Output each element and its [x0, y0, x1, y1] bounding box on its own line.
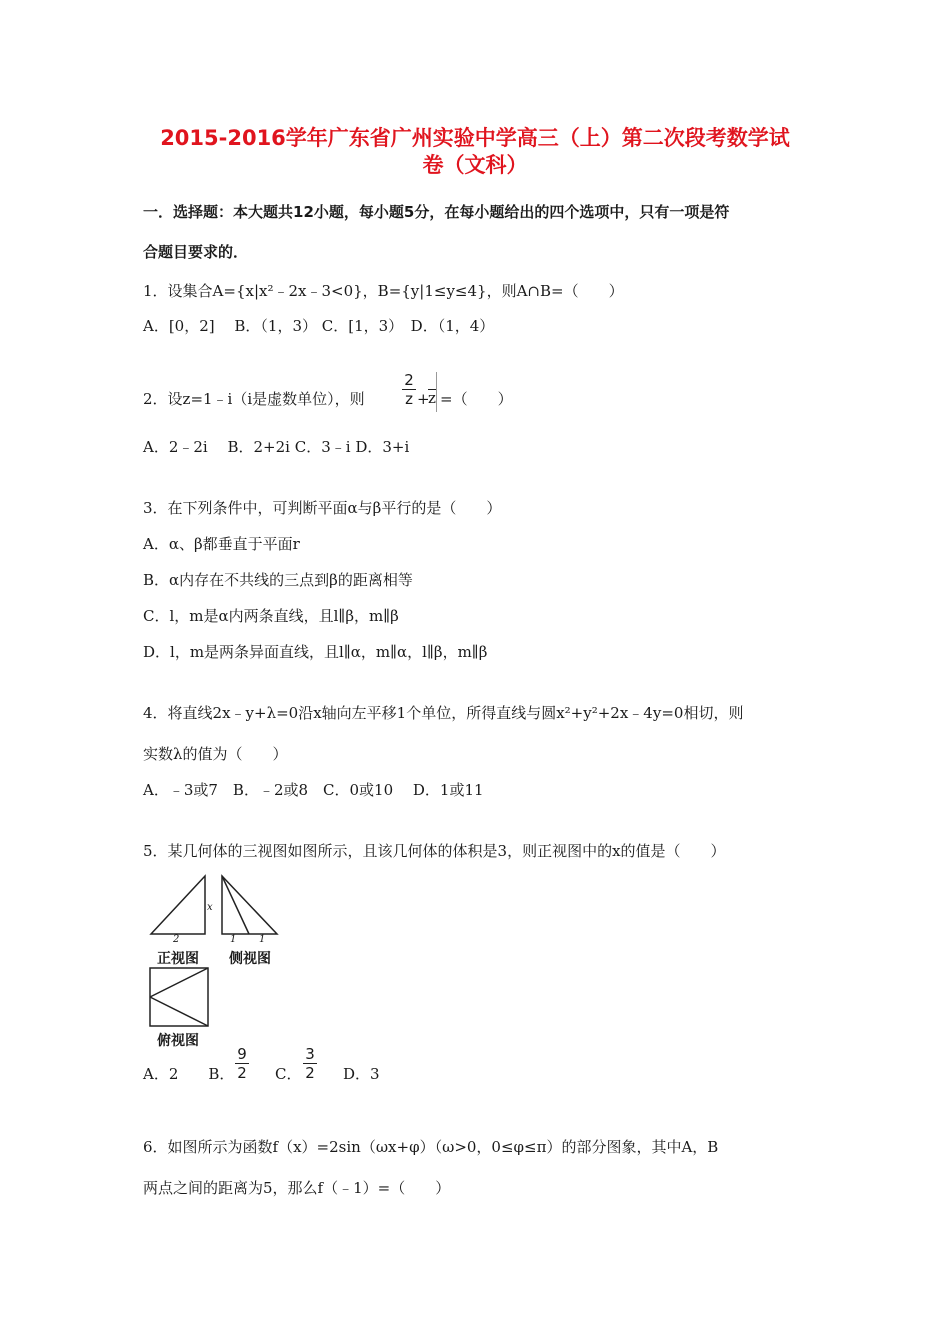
front-view-label: 正视图 [157, 951, 199, 967]
question-2-fraction [402, 372, 416, 407]
question-6-stem-line-1: 6．如图所示为函数f（x）=2sin（ωx+φ）（ω>0，0≤φ≤π）的部分图象，其中A，B [143, 1138, 719, 1156]
fraction-denominator: 2 [237, 1064, 247, 1082]
top-view-label: 俯视图 [157, 1033, 199, 1049]
question-4-stem-line-2: 实数λ的值为（ ） [143, 745, 288, 763]
question-5-stem: 5．某几何体的三视图如图所示，且该几何体的体积是3，则正视图中的x的值是（ ） [143, 842, 726, 860]
fraction-denominator: 2 [305, 1064, 315, 1082]
three-view-figure [143, 870, 283, 1050]
fraction-denominator: z [405, 390, 413, 408]
top-view-line-2 [150, 997, 208, 1026]
question-3-option-d: D．l，m是两条异面直线，且l∥α，m∥α，l∥β，m∥β [143, 643, 488, 661]
question-3-option-c: C．l，m是α内两条直线，且l∥β，m∥β [143, 607, 399, 625]
formula-edge [436, 372, 437, 412]
side-view-triangle [222, 876, 277, 934]
fraction-numerator: 9 [237, 1045, 247, 1063]
question-5-option-d: D．3 [343, 1065, 380, 1083]
question-3-option-a: A．α、β都垂直于平面r [143, 535, 300, 553]
x-dimension-label: x [207, 902, 213, 913]
side-base-left-label: 1 [230, 934, 237, 945]
section-heading-line-1: 一．选择题：本大题共12小题，每小题5分，在每小题给出的四个选项中，只有一项是符 [143, 203, 730, 221]
question-2-stem-end: =（ ） [440, 390, 513, 408]
question-1-options: A．[0，2] B．（1，3） C．[1，3） D．（1，4） [143, 317, 495, 335]
question-4-options: A．﹣3或7 B．﹣2或8 C．0或10 D．1或11 [143, 781, 484, 799]
side-view-inner-line [222, 876, 249, 934]
question-1-stem: 1．设集合A={x|x²﹣2x﹣3<0}，B={y|1≤y≤4}，则A∩B=（ ） [143, 282, 624, 300]
fraction-numerator: 3 [305, 1045, 315, 1063]
question-2-stem-start: 2．设z=1﹣i（i是虚数单位），则 [143, 390, 365, 408]
section-heading-line-2: 合题目要求的． [143, 243, 249, 261]
plus-sign: + [417, 390, 430, 408]
side-base-right-label: 1 [259, 934, 266, 945]
front-base-label: 2 [173, 934, 180, 945]
question-5-option-c-prefix: C． [275, 1065, 302, 1083]
fraction-numerator: 2 [404, 371, 414, 389]
document-title-line-2: 卷（文科） [422, 153, 528, 177]
z-conjugate: z [428, 389, 436, 407]
question-6-stem-line-2: 两点之间的距离为5，那么f（﹣1）=（ ） [143, 1179, 451, 1197]
top-view-square [150, 968, 208, 1026]
question-4-stem-line-1: 4．将直线2x﹣y+λ=0沿x轴向左平移1个单位，所得直线与圆x²+y²+2x﹣4y=0相切，则 [143, 704, 744, 722]
question-2-options: A．2﹣2i B．2+2i C．3﹣i D．3+i [143, 438, 410, 456]
question-3-stem: 3．在下列条件中，可判断平面α与β平行的是（ ） [143, 499, 502, 517]
top-view-line-1 [150, 968, 208, 997]
side-view-label: 侧视图 [229, 951, 271, 967]
question-5-option-a-b-prefix: A．2 B． [143, 1065, 235, 1083]
document-title-line-1: 2015-2016学年广东省广州实验中学高三（上）第二次段考数学试 [160, 126, 790, 150]
question-3-option-b: B．α内存在不共线的三点到β的距离相等 [143, 571, 413, 589]
option-c-fraction [303, 1046, 317, 1081]
option-b-fraction [235, 1046, 249, 1081]
front-view-triangle [151, 876, 205, 934]
